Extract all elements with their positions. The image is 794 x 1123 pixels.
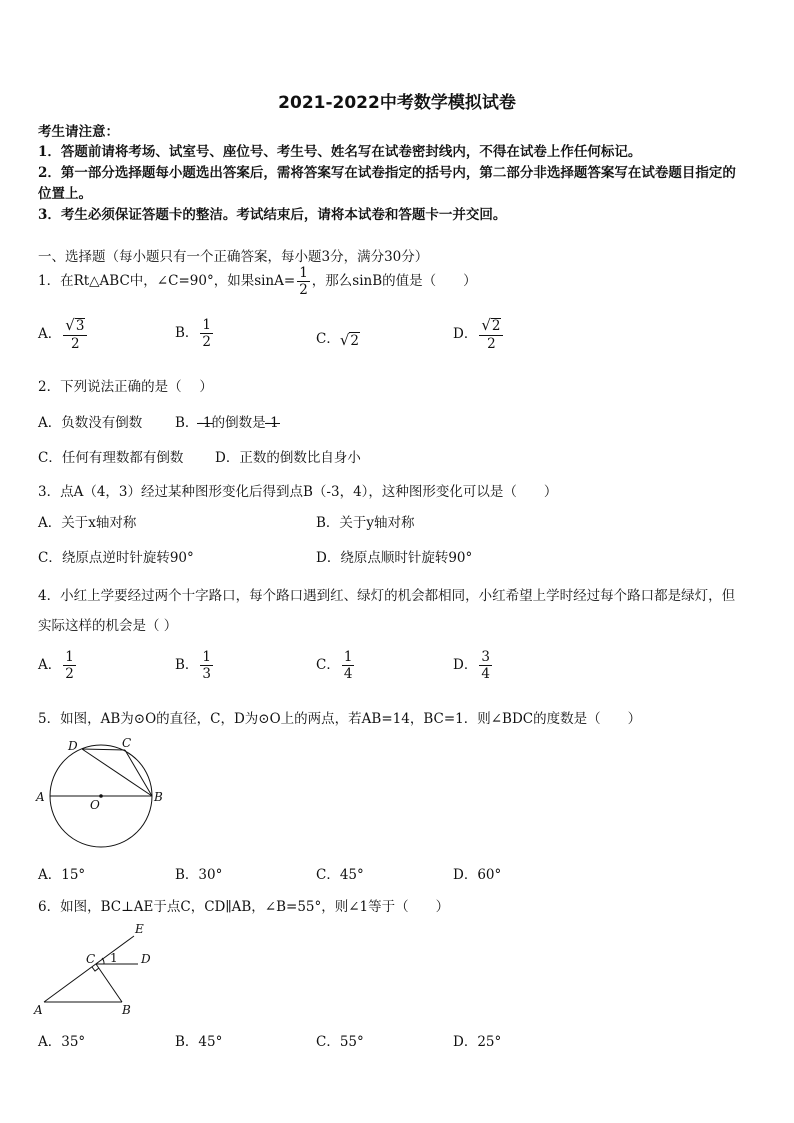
fraction-numerator: 1 xyxy=(202,317,212,333)
q1-option-a[interactable] xyxy=(38,318,89,351)
sqrt-sign: √2 xyxy=(481,316,501,334)
fraction xyxy=(200,650,213,681)
q3-option-d[interactable]: D．绕原点顺时针旋转90° xyxy=(316,550,473,566)
page-title: 2021-2022中考数学模拟试卷 xyxy=(278,93,516,113)
q2-option-c[interactable]: C．任何有理数都有倒数 xyxy=(38,450,184,466)
label-a: A xyxy=(36,790,45,804)
fraction-denominator: 2 xyxy=(202,334,212,351)
question-4-stem-line1: 4．小红上学要经过两个十字路口，每个路口遇到红、绿灯的机会都相同，小红希望上学时经过每个路口都是绿灯，但 xyxy=(38,588,736,604)
label-angle-1: 1 xyxy=(110,951,118,965)
option-label: B． xyxy=(175,415,199,431)
fraction-denominator: 4 xyxy=(481,666,490,683)
fraction-denominator: 3 xyxy=(202,666,212,683)
q5-option-a[interactable]: A．15° xyxy=(38,867,86,883)
chord-db xyxy=(82,749,152,796)
notice-heading: 考生请注意： xyxy=(38,124,119,140)
label-a: A xyxy=(34,1003,43,1017)
label-b: B xyxy=(154,790,163,804)
notice-item-1: 1．答题前请将考场、试室号、座位号、考生号、姓名写在试卷密封线内，不得在试卷上作任何标记。 xyxy=(38,144,642,160)
option-label: D． xyxy=(453,657,478,674)
struck-number: -1 xyxy=(198,415,212,431)
fraction xyxy=(342,650,355,681)
label-c: C xyxy=(86,952,96,966)
sqrt-sign: √3 xyxy=(65,316,85,334)
chord-dc xyxy=(82,749,125,750)
q3-option-c[interactable]: C．绕原点逆时针旋转90° xyxy=(38,550,194,566)
option-label: C． xyxy=(316,331,340,347)
q6-option-a[interactable]: A．35° xyxy=(38,1034,86,1050)
fraction-denominator: 4 xyxy=(343,666,353,683)
fraction xyxy=(63,650,76,681)
question-1-stem xyxy=(38,266,477,297)
q6-option-b[interactable]: B．45° xyxy=(175,1034,223,1050)
question-1-text-a: 1．在Rt△ABC中，∠C=90°，如果sinA= xyxy=(38,273,296,290)
question-4-stem-line2: 实际这样的机会是（ ） xyxy=(38,618,178,634)
fraction xyxy=(479,318,503,351)
fraction-one-half xyxy=(297,266,310,297)
q2-option-b[interactable] xyxy=(175,411,279,431)
q1-option-b[interactable] xyxy=(175,318,215,349)
fraction-denominator: 2 xyxy=(299,282,308,299)
question-5-stem: 5．如图，AB为⊙O的直径，C，D为⊙O上的两点，若AB=14，BC=1．则∠BDC的度数是（ ） xyxy=(38,711,642,727)
radicand: 2 xyxy=(350,332,359,349)
question-3-stem: 3．点A（4，3）经过某种图形变化后得到点B（-3，4），这种图形变化可以是（ ） xyxy=(38,484,558,500)
fraction-numerator: 1 xyxy=(65,649,74,665)
question-6-stem: 6．如图，BC⊥AE于点C，CD∥AB，∠B=55°，则∠1等于（ ） xyxy=(38,899,450,915)
option-label: A． xyxy=(38,325,62,342)
radicand: 3 xyxy=(75,318,85,334)
fraction-numerator: 1 xyxy=(202,649,212,665)
q4-option-d[interactable] xyxy=(453,650,494,681)
fraction-denominator: 2 xyxy=(487,335,496,352)
q3-option-b[interactable]: B．关于y轴对称 xyxy=(316,515,415,531)
fraction-numerator: 3 xyxy=(481,649,490,665)
q3-option-a[interactable]: A．关于x轴对称 xyxy=(38,515,137,531)
angle-1-arc xyxy=(102,958,104,964)
question-1-text-b: ，那么sinB的值是（ ） xyxy=(311,273,477,290)
fraction-denominator: 2 xyxy=(65,666,74,683)
option-label: A． xyxy=(38,657,62,674)
label-d: D xyxy=(68,739,78,753)
triangle-figure xyxy=(30,918,170,1023)
radicand: 2 xyxy=(491,318,501,334)
q6-option-c[interactable]: C．55° xyxy=(316,1034,364,1050)
q1-option-c[interactable] xyxy=(316,327,360,349)
q2-option-d[interactable]: D．正数的倒数比自身小 xyxy=(215,450,361,466)
chord-cb xyxy=(125,750,152,796)
q2-option-a[interactable]: A．负数没有倒数 xyxy=(38,415,143,431)
label-b: B xyxy=(122,1003,131,1017)
notice-item-2-cont: 位置上。 xyxy=(38,186,92,202)
q5-option-b[interactable]: B．30° xyxy=(175,867,223,883)
label-d: D xyxy=(141,952,151,966)
label-e: E xyxy=(135,922,144,936)
fraction xyxy=(63,318,87,351)
struck-number: -1 xyxy=(265,415,279,431)
option-label: B． xyxy=(175,325,199,342)
q4-option-b[interactable] xyxy=(175,650,215,681)
q5-option-d[interactable]: D．60° xyxy=(453,867,502,883)
sqrt-sign: √2 xyxy=(339,330,359,349)
option-label: D． xyxy=(453,325,478,342)
fraction-numerator: 1 xyxy=(343,649,353,665)
fraction xyxy=(479,650,492,681)
option-text: 的倒数是 xyxy=(211,415,266,431)
option-label: C． xyxy=(316,657,340,674)
question-2-stem: 2．下列说法正确的是（ ） xyxy=(38,379,213,395)
segment-bc xyxy=(96,964,122,1002)
q4-option-c[interactable] xyxy=(316,650,356,681)
label-o: O xyxy=(90,798,100,812)
fraction xyxy=(200,318,213,349)
label-c: C xyxy=(122,736,132,750)
circle-figure xyxy=(30,730,180,855)
q4-option-a[interactable] xyxy=(38,650,78,681)
q1-option-d[interactable] xyxy=(453,318,505,351)
line-ae xyxy=(44,936,134,1002)
section-heading: 一、选择题（每小题只有一个正确答案，每小题3分，满分30分） xyxy=(38,249,429,265)
q6-option-d[interactable]: D．25° xyxy=(453,1034,502,1050)
notice-item-2: 2．第一部分选择题每小题选出答案后，需将答案写在试卷指定的括号内，第二部分非选择题答案写在试卷题目指定的 xyxy=(38,165,736,181)
option-label: B． xyxy=(175,657,199,674)
notice-item-3: 3．考生必须保证答题卡的整洁。考试结束后，请将本试卷和答题卡一并交回。 xyxy=(38,207,507,223)
q5-option-c[interactable]: C．45° xyxy=(316,867,364,883)
fraction-numerator: 1 xyxy=(299,265,308,281)
fraction-denominator: 2 xyxy=(71,335,80,352)
